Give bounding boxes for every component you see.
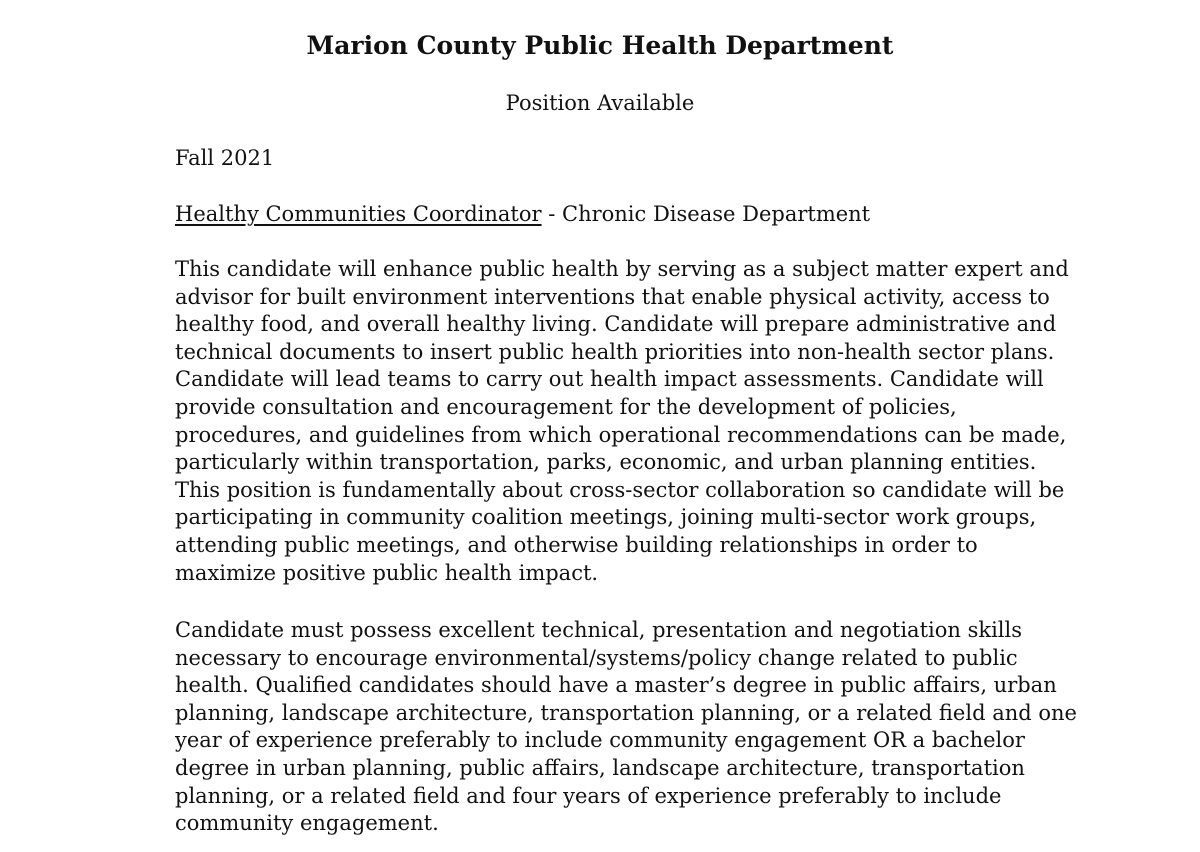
position-line	[175, 201, 1035, 229]
paragraph-line: health. Qualified candidates should have a master’s degree in public affairs, urban	[175, 673, 1057, 698]
paragraph-line: planning, landscape architecture, transportation planning, or a related field and one	[175, 700, 1077, 725]
position-separator: -	[541, 202, 562, 226]
paragraph-line: healthy food, and overall healthy living. Candidate will prepare administrative and	[175, 312, 1057, 337]
document-title: Marion County Public Health Department	[306, 31, 894, 60]
qualifications-paragraph	[175, 617, 1077, 838]
paragraph-line: attending public meetings, and otherwise building relationships in order to	[175, 532, 978, 557]
position-department: Chronic Disease Department	[562, 202, 871, 226]
paragraph-line: degree in urban planning, public affairs, landscape architecture, transportation	[175, 755, 1025, 780]
position-title: Healthy Communities Coordinator	[175, 202, 542, 226]
paragraph-line: advisor for built environment interventions that enable physical activity, access to	[175, 284, 1050, 309]
paragraph-line: particularly within transportation, parks, economic, and urban planning entities.	[175, 450, 1037, 475]
paragraph-line: planning, or a related field and four years of experience preferably to include	[175, 783, 1002, 808]
paragraph-line: This position is fundamentally about cross-sector collaboration so candidate will be	[175, 477, 1065, 502]
paragraph-line: procedures, and guidelines from which operational recommendations can be made,	[175, 422, 1067, 447]
paragraph-line: community engagement.	[175, 811, 439, 836]
paragraph-line: technical documents to insert public health priorities into non-health sector plans.	[175, 339, 1055, 364]
description-paragraph	[175, 256, 1069, 587]
paragraph-line: necessary to encourage environmental/systems/policy change related to public	[175, 645, 1018, 670]
paragraph-line: This candidate will enhance public health by serving as a subject matter expert and	[175, 257, 1069, 281]
document-subtitle: Position Available	[505, 91, 695, 115]
posting-date: Fall 2021	[175, 146, 275, 170]
paragraph-line: participating in community coalition meetings, joining multi-sector work groups,	[175, 505, 1037, 530]
paragraph-line: Candidate must possess excellent technical, presentation and negotiation skills	[175, 618, 1023, 642]
paragraph-line: year of experience preferably to include community engagement OR a bachelor	[175, 728, 1025, 753]
paragraph-line: provide consultation and encouragement for the development of policies,	[175, 394, 957, 419]
paragraph-line: Candidate will lead teams to carry out health impact assessments. Candidate will	[175, 367, 1044, 392]
paragraph-line: maximize positive public health impact.	[175, 560, 599, 585]
